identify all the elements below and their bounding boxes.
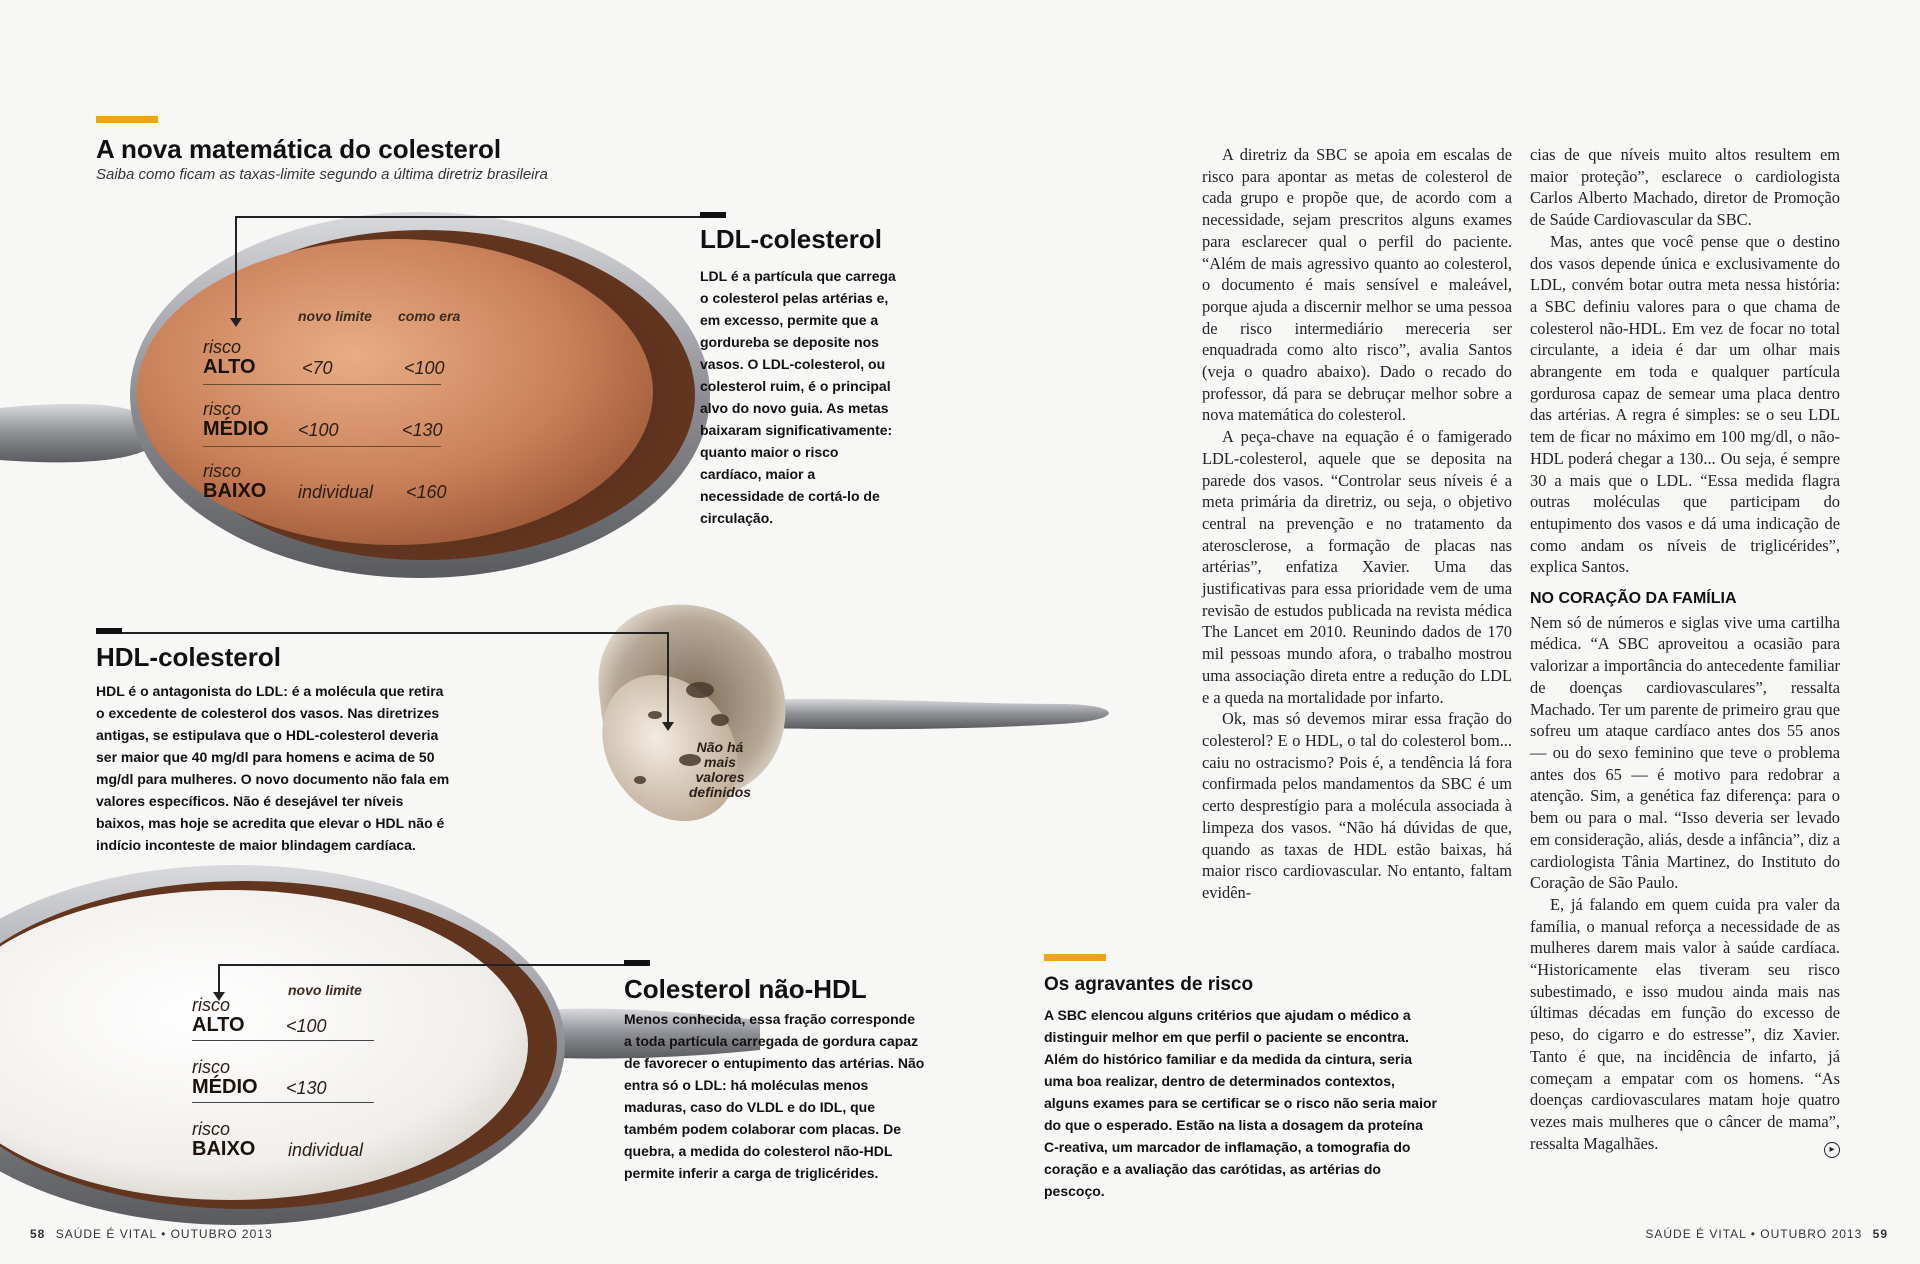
nonhdl-title: Colesterol não-HDL (624, 974, 867, 1004)
quail-egg-label: Não há mais valores definidos (688, 739, 752, 800)
end-of-article-icon: ▸ (1824, 1142, 1840, 1158)
nonhdl-new-value: <130 (286, 1078, 327, 1098)
page-number-right: 59 (1872, 1227, 1888, 1241)
ldl-leader-h (235, 216, 700, 218)
nonhdl-new-value: <100 (286, 1016, 327, 1036)
ldl-col-old: como era (398, 308, 461, 324)
article-paragraph: Mas, antes que você pense que o destino dos vasos depende única e exclusivamente do LDL, convém botar outra meta nessa história: a SBC definiu valores para o que chama de colesterol não-HDL. Em vez de focar no total circulante, a ideia é dar um olhar mais abrangente em toda e qualquer partícula gordurosa capaz de semear uma placa dentro das artérias. A regra é simples: se o seu LDL tem de ficar no máximo em 100 mg/dl, o não-HDL poderá chegar a 130... Ou seja, é sempre 30 a mais que o LDL. “Essa medida flagra outras moléculas que participam do entupimento dos vasos e dá uma indicação de como andam os níveis de triglicérides”, explica Santos. (1530, 231, 1840, 577)
nonhdl-risk-word: risco (192, 1057, 231, 1077)
agravantes-title: Os agravantes de risco (1044, 974, 1254, 995)
ldl-risk-word: risco (203, 461, 242, 481)
ldl-row-medio (203, 400, 269, 440)
article-paragraph: A diretriz da SBC se apoia em escalas de risco para apontar as metas de colesterol de cada grupo e propõe que, de acordo com a necessidade, sejam prescritos alguns exames para esclarecer qual o perfil do paciente. “Além de mais agressivo quanto ao colesterol, o documento é mais sensível e maleável, porque ajuda a discernir melhor se uma pessoa de risco intermediário mereceria ser enquadrada como alto risco”, avalia Santos (veja o quadro abaixo). Dado o recado do professor, dá para se debruçar melhor sobre a nova matemática do colesterol. (1202, 145, 1512, 425)
spoon-handle-top (0, 404, 150, 462)
nonhdl-leader-h (218, 964, 624, 966)
hdl-leader-v (667, 632, 669, 724)
ldl-old-value: <130 (402, 420, 443, 440)
article-paragraph: cias de que níveis muito altos resultem em maior proteção”, esclarece o cardiologista Carlos Alberto Machado, diretor de Promoção de Saúde Cardiovascular da SBC. (1530, 145, 1840, 230)
nonhdl-text: Menos conhecida, essa fração corresponde a toda partícula carregada de gordura capaz de favorecer o entupimento das artérias. Não entra só o LDL: há moléculas menos maduras, caso do VLDL e do IDL, que também podem colaborar com placas. De quebra, a medida do colesterol não-HDL permite inferir a carga de triglicérides. (624, 1011, 925, 1181)
nonhdl-col-new: novo limite (288, 982, 362, 998)
nonhdl-risk-level: ALTO (192, 1014, 245, 1036)
ldl-col-new: novo limite (298, 308, 372, 324)
article-column-1 (1202, 144, 1512, 904)
spoon-handle-middle (760, 699, 1109, 729)
article-paragraph: A peça-chave na equação é o famigerado LDL-colesterol, aquele que se deposita na parede dos vasos. “Controlar seus níveis é a meta primária da diretriz, ou seja, o objetivo central na prevenção e no tratamento da aterosclerose, a formação de placas nas artérias”, enfatiza Xavier. Uma das justificativas para essa prioridade vem de uma revisão de estudos publicada na revista médica The Lancet em 2010. Reunindo dados de 170 mil pessoas mundo afora, o trabalho mostrou uma associação direta entre a redução do LDL e a queda na mortalidade por infarto. (1202, 427, 1512, 707)
hdl-marker (96, 628, 122, 634)
page-subtitle: Saiba como ficam as taxas-limite segundo a última diretriz brasileira (96, 166, 548, 183)
nonhdl-risk-level: MÉDIO (192, 1076, 258, 1098)
footer-right-text: SAÚDE É VITAL • OUTUBRO 2013 (1645, 1227, 1863, 1241)
ldl-old-value: <160 (406, 482, 447, 502)
page-number-left: 58 (30, 1227, 46, 1241)
ldl-risk-level: MÉDIO (203, 418, 269, 440)
nonhdl-leader-v (218, 964, 220, 994)
ldl-row-alto (203, 338, 256, 378)
footer-left (30, 1227, 273, 1241)
ldl-title: LDL-colesterol (700, 224, 883, 254)
page-title: A nova matemática do colesterol (96, 134, 502, 164)
article-paragraph: E, já falando em quem cuida pra valer da família, o manual reforça a necessidade de as mulheres darem mais valor à saúde cardíaca. “Historicamente elas tiveram seu risco subestimado, e isso mudou ainda mais nas últimas décadas em função do excesso de peso, do cigarro e do estresse”, diz Xavier. Tanto é que, na incidência de infarto, já começam a empatar com os homens. “As doenças cardiovasculares matam hoje quatro vezes mais mulheres que o câncer de mama”, ressalta Magalhães. (1530, 894, 1840, 1153)
agravantes-accent-bar (1044, 954, 1106, 961)
ldl-risk-level: BAIXO (203, 480, 267, 502)
ldl-new-value: <100 (298, 420, 339, 440)
nonhdl-risk-level: BAIXO (192, 1138, 256, 1160)
ldl-text: LDL é a partícula que carrega o colesterol pelas artérias e, em excesso, permite que a gordureba se deposite nos vasos. O LDL-colesterol, ou colesterol ruim, é o principal alvo do novo guia. As metas baixaram significativamente: quanto maior o risco cardíaco, maior a necessidade de cortá-lo de circulação. (700, 268, 896, 526)
agravantes-text: A SBC elencou alguns critérios que ajudam o médico a distinguir melhor em que perfil o paciente se encontra. Além do histórico familiar e da medida da cintura, seria uma boa realizar, dentro de determinados contextos, alguns exames para se certificar se o risco não seria maior do que o esperado. Estão na lista a dosagem da proteína C-reativa, um marcador de inflamação, a tomografia do coração e a avaliação das carótidas, as artérias do pescoço. (1044, 1007, 1437, 1199)
ldl-new-value: individual (298, 482, 374, 502)
nonhdl-divider (192, 1102, 374, 1103)
ldl-divider (203, 446, 441, 447)
hdl-leader-arrow (662, 722, 674, 731)
section-heading: NO CORAÇÃO DA FAMÍLIA (1530, 590, 1737, 608)
footer-right (1645, 1227, 1888, 1241)
ldl-risk-level: ALTO (203, 356, 256, 378)
nonhdl-divider (192, 1040, 374, 1041)
footer-left-text: SAÚDE É VITAL • OUTUBRO 2013 (55, 1227, 273, 1241)
ldl-risk-word: risco (203, 337, 242, 357)
ldl-marker (700, 212, 726, 218)
hdl-title: HDL-colesterol (96, 642, 281, 672)
ldl-row-baixo (203, 462, 266, 502)
ldl-divider (203, 384, 441, 385)
ldl-old-value: <100 (404, 358, 445, 378)
nonhdl-row-medio (192, 1058, 258, 1098)
article-paragraph: Nem só de números e siglas vive uma cartilha médica. “A SBC aproveitou a ocasião para valorizar a importância do antecedente familiar de doenças cardiovasculares”, ressalta Machado. Ter um parente de primeiro grau que sofreu um ataque cardíaco antes dos 55 anos — ou do sexo feminino que teve o problema antes dos 65 — é motivo para redobrar a atenção. Sim, a genética faz diferença: para o bem ou para o mal. “Isso deveria ser levado em consideração, aliás, desde a infância”, diz a cardiologista Tânia Martinez, do Instituto do Coração de São Paulo. (1530, 612, 1840, 893)
hdl-text: HDL é o antagonista do LDL: é a molécula que retira o excedente de colesterol dos vasos. Nas diretrizes antigas, se estipulava que o HDL-colesterol deveria ser maior que 40 mg/dl para homens e acima de 50 mg/dl para mulheres. O novo documento não fala em valores específicos. Não é desejável ter níveis baixos, mas hoje se acredita que elevar o HDL não é indício inconteste de maior blindagem cardíaca. (96, 683, 450, 853)
ldl-leader-arrow (230, 318, 242, 327)
hdl-leader-h (122, 632, 667, 634)
article-column-2 (1530, 144, 1840, 1158)
nonhdl-row-baixo (192, 1120, 255, 1160)
nonhdl-risk-word: risco (192, 995, 231, 1015)
nonhdl-new-value: individual (288, 1140, 364, 1160)
nonhdl-row-alto (192, 996, 245, 1036)
ldl-new-value: <70 (302, 358, 333, 378)
article-paragraph: Ok, mas só devemos mirar essa fração do colesterol? E o HDL, o tal do colesterol bom... caiu no ostracismo? Pois é, a tendência lá fora confirmada pelos mandamentos da SBC é um certo desprestígio para a molécula associada à limpeza dos vasos. “Não há dúvidas de que, quando as taxas de HDL estão baixas, há maior risco cardiovascular. No entanto, faltam evidên- (1202, 709, 1512, 902)
ldl-leader-v (235, 216, 237, 320)
ldl-risk-word: risco (203, 399, 242, 419)
nonhdl-marker (624, 960, 650, 966)
nonhdl-risk-word: risco (192, 1119, 231, 1139)
